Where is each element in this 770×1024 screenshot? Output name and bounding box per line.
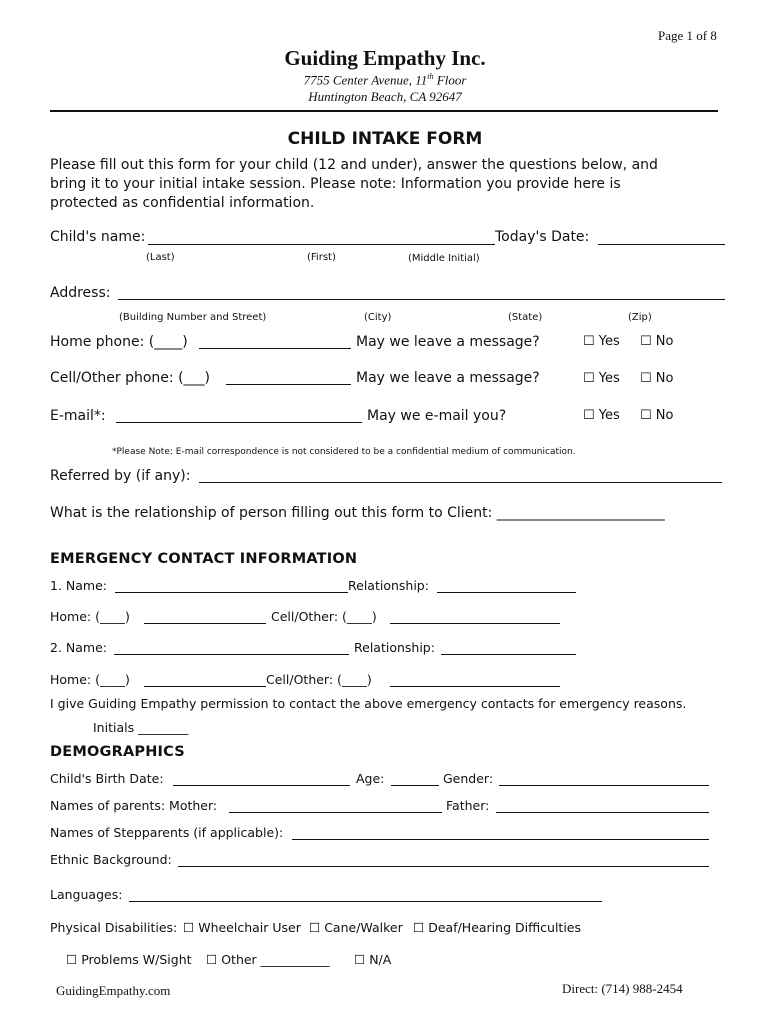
languages-field[interactable] bbox=[129, 901, 602, 902]
checkbox-icon[interactable]: ☐ bbox=[583, 334, 595, 349]
home-message-question: May we leave a message? bbox=[356, 334, 540, 350]
age-field[interactable] bbox=[391, 785, 439, 786]
checkbox-icon[interactable]: ☐ bbox=[309, 920, 321, 935]
email-label: E-mail*: bbox=[50, 408, 106, 424]
city-caption: (City) bbox=[364, 312, 392, 323]
street-caption: (Building Number and Street) bbox=[119, 312, 267, 323]
physical-disabilities-label: Physical Disabilities: bbox=[50, 920, 178, 935]
checkbox-icon[interactable]: ☐ bbox=[183, 920, 195, 935]
emergency-name-1-label: 1. Name: bbox=[50, 578, 107, 593]
cell-message-no[interactable]: ☐ No bbox=[640, 371, 674, 386]
childs-name-label: Child's name: bbox=[50, 229, 146, 245]
emergency-cell-2-label: Cell/Other: (____) bbox=[266, 672, 372, 687]
email-question: May we e-mail you? bbox=[367, 408, 507, 424]
home-phone-field[interactable] bbox=[199, 348, 351, 349]
checkbox-icon[interactable]: ☐ bbox=[413, 920, 425, 935]
childs-name-field[interactable] bbox=[148, 244, 495, 245]
initials-field[interactable]: Initials ________ bbox=[93, 720, 189, 735]
cell-phone-field[interactable] bbox=[226, 384, 351, 385]
relationship-question: What is the relationship of person filling out this form to Client: ________________________ bbox=[50, 505, 665, 521]
mother-field[interactable] bbox=[229, 812, 442, 813]
header-divider bbox=[50, 110, 718, 112]
zip-caption: (Zip) bbox=[628, 312, 652, 323]
state-caption: (State) bbox=[508, 312, 543, 323]
emergency-relationship-1-label: Relationship: bbox=[348, 578, 429, 593]
checkbox-icon[interactable]: ☐ bbox=[583, 408, 595, 423]
na-option[interactable]: ☐ N/A bbox=[354, 952, 392, 967]
parents-mother-label: Names of parents: Mother: bbox=[50, 798, 218, 813]
emergency-relationship-1-field[interactable] bbox=[437, 592, 576, 593]
intro-line-1: Please fill out this form for your child (12 and under), answer the questions below, and bbox=[50, 157, 658, 173]
address-field[interactable] bbox=[118, 299, 725, 300]
cell-message-question: May we leave a message? bbox=[356, 370, 540, 386]
emergency-cell-2-field[interactable] bbox=[390, 686, 560, 687]
permission-statement: I give Guiding Empathy permission to contact the above emergency contacts for emergency reasons. bbox=[50, 696, 687, 711]
age-label: Age: bbox=[356, 771, 385, 786]
stepparents-label: Names of Stepparents (if applicable): bbox=[50, 825, 284, 840]
email-note: *Please Note: E-mail correspondence is not considered to be a confidential medium of communication. bbox=[112, 447, 576, 457]
email-field[interactable] bbox=[116, 422, 362, 423]
ethnic-background-field[interactable] bbox=[178, 866, 709, 867]
sight-option[interactable]: ☐ Problems W/Sight bbox=[66, 952, 192, 967]
cane-walker-option[interactable]: ☐ Cane/Walker bbox=[309, 920, 403, 935]
home-message-yes[interactable]: ☐ Yes bbox=[583, 334, 620, 349]
checkbox-icon[interactable]: ☐ bbox=[640, 408, 652, 423]
ethnic-background-label: Ethnic Background: bbox=[50, 852, 172, 867]
demographics-heading: DEMOGRAPHICS bbox=[50, 744, 185, 760]
emergency-name-1-field[interactable] bbox=[115, 592, 348, 593]
cell-message-yes[interactable]: ☐ Yes bbox=[583, 371, 620, 386]
father-field[interactable] bbox=[496, 812, 709, 813]
footer-phone: Direct: (714) 988-2454 bbox=[562, 981, 683, 996]
last-name-caption: (Last) bbox=[146, 252, 175, 263]
home-phone-label: Home phone: (____) bbox=[50, 334, 188, 350]
languages-label: Languages: bbox=[50, 887, 123, 902]
checkbox-icon[interactable]: ☐ bbox=[206, 952, 218, 967]
emergency-relationship-2-label: Relationship: bbox=[354, 640, 435, 655]
emergency-home-1-field[interactable] bbox=[144, 623, 266, 624]
wheelchair-option[interactable]: ☐ Wheelchair User bbox=[183, 920, 301, 935]
email-no[interactable]: ☐ No bbox=[640, 408, 674, 423]
address-label: Address: bbox=[50, 285, 111, 301]
emergency-home-2-label: Home: (____) bbox=[50, 672, 130, 687]
referred-by-label: Referred by (if any): bbox=[50, 468, 191, 484]
father-label: Father: bbox=[446, 798, 490, 813]
emergency-home-1-label: Home: (____) bbox=[50, 609, 130, 624]
todays-date-field[interactable] bbox=[598, 244, 725, 245]
birth-date-field[interactable] bbox=[173, 785, 350, 786]
emergency-name-2-field[interactable] bbox=[114, 654, 349, 655]
page-number: Page 1 of 8 bbox=[658, 28, 717, 43]
referred-by-field[interactable] bbox=[199, 482, 722, 483]
emergency-home-2-field[interactable] bbox=[144, 686, 266, 687]
deaf-option[interactable]: ☐ Deaf/Hearing Difficulties bbox=[413, 920, 582, 935]
emergency-cell-1-field[interactable] bbox=[390, 623, 560, 624]
home-message-no[interactable]: ☐ No bbox=[640, 334, 674, 349]
address-line-1: 7755 Center Avenue, 11th Floor bbox=[303, 72, 467, 88]
emergency-relationship-2-field[interactable] bbox=[441, 654, 576, 655]
email-yes[interactable]: ☐ Yes bbox=[583, 408, 620, 423]
emergency-cell-1-label: Cell/Other: (____) bbox=[271, 609, 377, 624]
checkbox-icon[interactable]: ☐ bbox=[640, 334, 652, 349]
form-title: CHILD INTAKE FORM bbox=[287, 129, 483, 149]
first-name-caption: (First) bbox=[307, 252, 336, 263]
todays-date-label: Today's Date: bbox=[495, 229, 590, 245]
checkbox-icon[interactable]: ☐ bbox=[583, 371, 595, 386]
footer-website: GuidingEmpathy.com bbox=[56, 983, 171, 998]
checkbox-icon[interactable]: ☐ bbox=[66, 952, 78, 967]
birth-date-label: Child's Birth Date: bbox=[50, 771, 164, 786]
emergency-heading: EMERGENCY CONTACT INFORMATION bbox=[50, 551, 358, 567]
gender-label: Gender: bbox=[443, 771, 494, 786]
company-name: Guiding Empathy Inc. bbox=[284, 46, 486, 70]
gender-field[interactable] bbox=[499, 785, 709, 786]
intro-line-2: bring it to your initial intake session. Please note: Information you provide here is bbox=[50, 176, 621, 192]
intro-line-3: protected as confidential information. bbox=[50, 195, 315, 211]
checkbox-icon[interactable]: ☐ bbox=[354, 952, 366, 967]
checkbox-icon[interactable]: ☐ bbox=[640, 371, 652, 386]
cell-phone-label: Cell/Other phone: (___) bbox=[50, 370, 210, 386]
emergency-name-2-label: 2. Name: bbox=[50, 640, 107, 655]
other-option[interactable]: ☐ Other ___________ bbox=[206, 952, 330, 967]
middle-initial-caption: (Middle Initial) bbox=[408, 253, 480, 264]
address-line-2: Huntington Beach, CA 92647 bbox=[308, 89, 462, 104]
stepparents-field[interactable] bbox=[292, 839, 709, 840]
